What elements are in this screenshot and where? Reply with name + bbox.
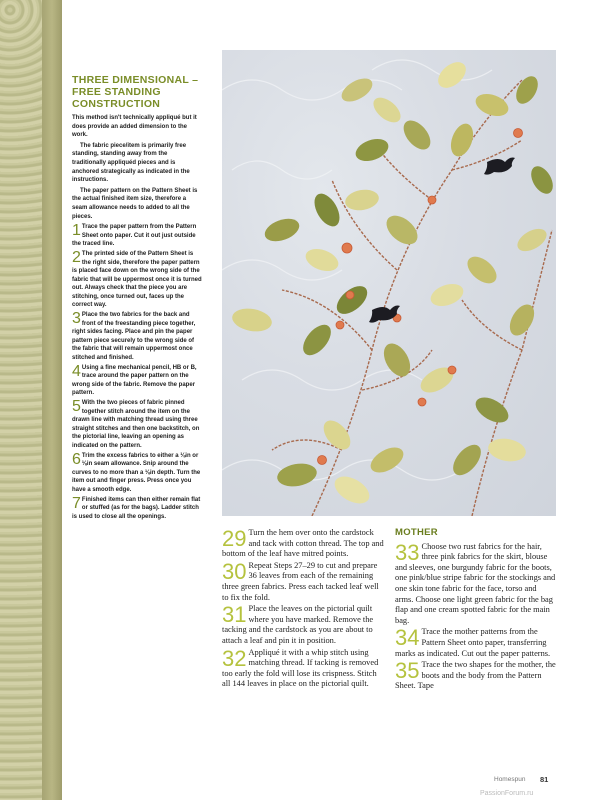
quilt-illustration — [222, 50, 556, 516]
step-paragraph: 29 Turn the hem over onto the cardstock and tack with cotton thread. The top and bottom of the leaf have mitred points. — [222, 526, 384, 559]
page-number: 81 — [540, 775, 549, 784]
sidebar-step: 5 With the two pieces of fabric pinned together stitch around the item on the drawn line with matching thread using three straight stitches and then one backstitch, on the pictorial line, leaving an opening as indicated on the pattern. — [72, 398, 200, 449]
sidebar-intro-1: This method isn't technically appliqué but it does provide an added dimension to the work. — [72, 115, 197, 139]
sidebar-intro-3: The paper pattern on the Pattern Sheet is the actual finished item size, therefore a seam allowance needs to added to all the pieces. — [72, 187, 198, 220]
sidebar-step: 6 Trim the excess fabrics to either a ⅛in or ⅛in seam allowance. Snip around the curves to no more than a ⅛in depth. Turn the item out and finger press. Press once you have a smooth edge. — [72, 450, 201, 493]
sidebar-content — [72, 74, 202, 522]
sidebar-step: 1 Trace the paper pattern from the Pattern Sheet onto paper. Cut it out just outside the traced line. — [72, 222, 197, 248]
leaves — [230, 57, 556, 509]
sidebar-step: 4 Using a fine mechanical pencil, HB or B, trace around the paper pattern on the wrong side of the fabric. Remove the paper pattern. — [72, 362, 197, 397]
step-paragraph: 33 Choose two rust fabrics for the hair, three pink fabrics for the skirt, blouse and sleeves, one burgundy fabric for the boots, one pink/blue stripe fabric for the stockings and one skin tone fabric for the face, torso and arms. Choose one light green fabric for the bag flap and one cream spotted fabric for the main bag. — [395, 539, 556, 625]
sidebar-step: 7 Finished items can then either remain flat or stuffed (as for the bags). Ladder stitch is used to close all the openings. — [72, 494, 201, 520]
sidebar-box — [62, 44, 210, 772]
quilt-border-inner — [42, 0, 62, 800]
step-paragraph: 31 Place the leaves on the pictorial quilt where you have marked. Remove the tacking and the cardstock as you are about to attach a leaf and pin it in position. — [222, 602, 374, 645]
step-paragraph: 30 Repeat Steps 27–29 to cut and prepare 36 leaves from each of the remaining three green fabrics. Press each tacked leaf well to fix the fold. — [222, 558, 379, 602]
quilt-photo — [222, 50, 556, 516]
quilt-border-left — [0, 0, 42, 800]
magazine-name: Homespun — [494, 776, 526, 783]
text-column-middle — [222, 528, 384, 691]
text-column-right — [395, 528, 557, 693]
section-heading-mother: MOTHER — [395, 527, 438, 538]
sidebar-step: 3 Place the two fabrics for the back and front of the freestanding piece together, right sides facing. Place and pin the paper pattern piece securely to the wrong side of the fabric that will remain uppermost once stitched and finished. — [72, 310, 196, 362]
watermark: PassionForum.ru — [480, 790, 534, 797]
sidebar-title: THREE DIMENSIONAL – FREE STANDING CONSTRUCTION — [72, 74, 199, 110]
step-paragraph: 35 Trace the two shapes for the mother, the boots and the body from the Pattern Sheet. Tape — [395, 658, 556, 691]
step-paragraph: 32 Appliqué it with a whip stitch using matching thread. If tacking is removed too early the fold will lose its crispness. Stitch all 144 leaves in place on the pictorial quilt. — [222, 645, 379, 689]
step-paragraph: 34 Trace the mother patterns from the Pattern Sheet onto paper, transferring marks as indicated. Cut out the paper patterns. — [395, 625, 551, 658]
sidebar-step: 2 The printed side of the Pattern Sheet is the right side, therefore the paper pattern is placed face down on the wrong side of the fabric that will be uppermost once it is turned out. Always check that the piece you are stitching, once turned out, faces up the correct way. — [72, 248, 202, 309]
sidebar-intro-2: The fabric piece/item is primarily free standing, standing away from the traditionally appliquéd pieces and is anchored strategically as indicated in the instructions. — [72, 142, 190, 184]
